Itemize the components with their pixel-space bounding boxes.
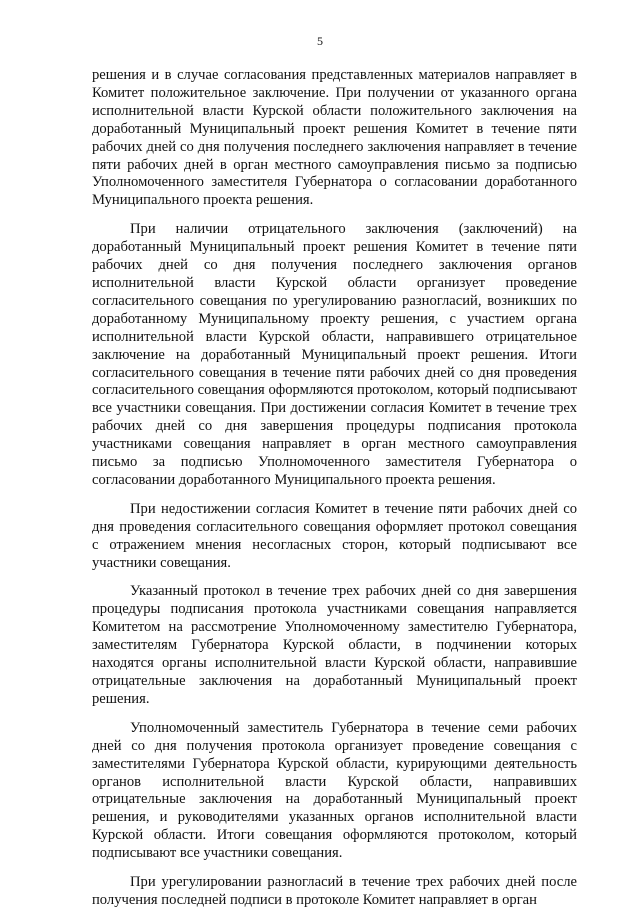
paragraph-deputy-meeting: Уполномоченный заместитель Губернатора в течение семи рабочих дней со дня получения протокола организует проведение совещания с заместителями Губернатора Курской области, курирующими деятельность органов исполнительной власти Курской области, направивших отрицательные заключения на доработанный Муниципальный проект решения, и руководителями указанных органов исполнительной власти Курской области. Итоги совещания оформляются протоколом, который подписывают все участники совещания. — [92, 719, 577, 862]
paragraph-negative-conclusion: При наличии отрицательного заключения (заключений) на доработанный Муниципальный проект решения Комитет в течение пяти рабочих дней со дня получения последнего заключения органов исполнительной власти Курской области организует проведение согласительного совещания по урегулированию разногласий, возникших по доработанному Муниципальному проекту решения, с участием органа исполнительной власти Курской области, направившего отрицательное заключение на доработанный Муниципальный проект решения. Итоги согласительного совещания в течение пяти рабочих дней со дня проведения согласительного совещания оформляются протоколом, который подписывают все участники совещания. При достижении согласия Комитет в течение трех рабочих дней со дня завершения процедуры подписания протокола участниками совещания направляет в орган местного самоуправления письмо за подписью Уполномоченного заместителя Губернатора о согласовании доработанного Муниципального проекта решения. — [92, 221, 577, 488]
document-body — [92, 67, 577, 921]
paragraph-continuation: решения и в случае согласования представленных материалов направляет в Комитет положительное заключение. При получении от указанного органа исполнительной власти Курской области положительного заключения на доработанный Муниципальный проект решения Комитет в течение пяти рабочих дней со дня получения последнего заключения направляет в течение пяти рабочих дней в орган местного самоуправления письмо за подписью Уполномоченного заместителя Губернатора о согласовании доработанного Муниципального проекта решения. — [92, 67, 577, 209]
paragraph-settlement: При урегулировании разногласий в течение трех рабочих дней после получения последней подписи в протоколе Комитет направляет в орган — [92, 874, 577, 908]
paragraph-protocol-review: Указанный протокол в течение трех рабочих дней со дня завершения процедуры подписания протокола участниками совещания направляется Комитетом на рассмотрение Уполномоченному заместителю Губернатора, заместителям Губернатора Курской области, в подчинении которых находятся органы исполнительной власти Курской области, направившие отрицательные заключения на доработанный Муниципальный проект решения. — [92, 583, 577, 707]
page-number: 5 — [317, 34, 323, 48]
paragraph-no-agreement: При недостижении согласия Комитет в течение пяти рабочих дней со дня проведения согласительного совещания оформляет протокол совещания с отражением мнения несогласных сторон, который подписывают все участники совещания. — [92, 500, 577, 571]
